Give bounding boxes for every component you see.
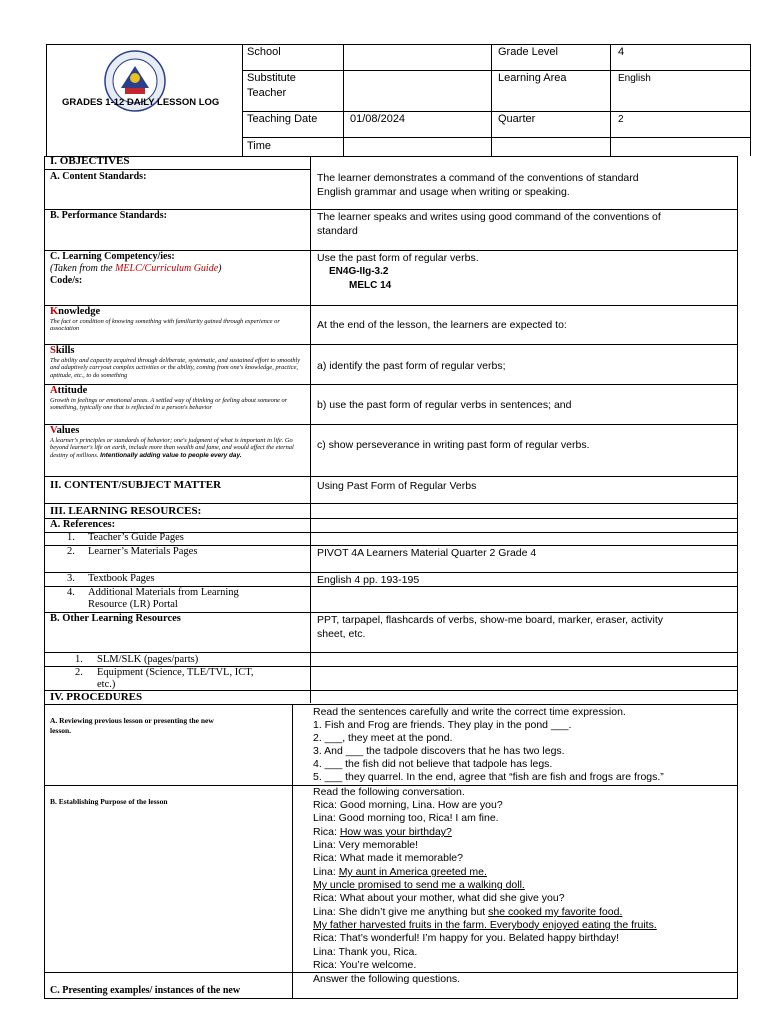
performance-standards-line-1: The learner speaks and writes using good command of the conventions of xyxy=(317,211,661,223)
melc-source: MELC/Curriculum Guide xyxy=(115,263,219,274)
content-standards-line-1: The learner demonstrates a command of the conventions of standard xyxy=(317,172,639,184)
teaching-date-value: 01/08/2024 xyxy=(350,113,406,125)
learning-area-value: English xyxy=(618,73,651,84)
additional-materials-label: Additional Materials from Learning xyxy=(88,587,239,598)
performance-standards-label: B. Performance Standards: xyxy=(50,210,167,221)
procedure-a-label-1: A. Reviewing previous lesson or presenting the new xyxy=(50,716,214,725)
substitute-label: Substitute xyxy=(247,72,296,84)
skills-description: The ability and capacity acquired through deliberate, systematic, and sustained effort to smoothly and adaptively carryout complex activities or the ability, coming from one's knowledge, practice, aptitude, etc., to do something xyxy=(50,357,301,379)
procedure-a-line: 4. ___ the fish did not believe that tadpole has legs. xyxy=(313,758,553,770)
teaching-date-label: Teaching Date xyxy=(247,113,318,125)
procedure-c-label: C. Presenting examples/ instances of the new xyxy=(50,985,241,996)
procedure-a-label-2: lesson. xyxy=(50,726,72,735)
school-label: School xyxy=(247,46,281,58)
procedure-a-line: Read the sentences carefully and write the correct time expression. xyxy=(313,706,626,718)
performance-standards-line-2: standard xyxy=(317,225,358,237)
resource-num-3: 3. xyxy=(67,573,75,584)
references-label: A. References: xyxy=(50,519,116,530)
resources-heading: III. LEARNING RESOURCES: xyxy=(50,505,202,517)
content-standards-label: A. Content Standards: xyxy=(50,171,147,182)
procedure-c-value: Answer the following questions. xyxy=(313,973,461,985)
knowledge-label: Knowledge xyxy=(50,306,101,317)
conversation-line: Lina: She didn’t give me anything but she cooked my favorite food. xyxy=(313,906,623,918)
other-num-1: 1. xyxy=(75,654,83,665)
conversation-line: Rica: How was your birthday? xyxy=(313,826,452,838)
other-num-2: 2. xyxy=(75,667,83,678)
grade-level-label: Grade Level xyxy=(498,46,558,58)
procedure-a-line: 3. And ___ the tadpole discovers that he has two legs. xyxy=(313,745,565,757)
equipment-label-cont: etc.) xyxy=(97,679,116,690)
competency-code: EN4G-IIg-3.2 xyxy=(329,266,389,277)
teacher-label: Teacher xyxy=(247,87,287,99)
conversation-line: Rica: Good morning, Lina. How are you? xyxy=(313,799,503,811)
teachers-guide-label: Teacher’s Guide Pages xyxy=(88,532,184,543)
learners-materials-value: PIVOT 4A Learners Material Quarter 2 Grade 4 xyxy=(317,547,537,559)
skills-label: Skills xyxy=(50,345,75,356)
competency-value: Use the past form of regular verbs. xyxy=(317,252,479,264)
attitude-value: b) use the past form of regular verbs in sentences; and xyxy=(317,399,572,411)
lr-portal-label: Resource (LR) Portal xyxy=(88,599,178,610)
procedure-a-line: 1. Fish and Frog are friends. They play in the pond ___. xyxy=(313,719,572,731)
resource-num-2: 2. xyxy=(67,546,75,557)
conversation-line: Lina: My aunt in America greeted me. xyxy=(313,866,487,878)
objectives-heading: I. OBJECTIVES xyxy=(50,155,130,167)
conversation-line: Rica: You’re welcome. xyxy=(313,959,417,971)
codes-label: Code/s: xyxy=(50,275,83,286)
procedures-heading: IV. PROCEDURES xyxy=(50,691,143,703)
conversation-intro: Read the following conversation. xyxy=(313,786,465,798)
content-heading: II. CONTENT/SUBJECT MATTER xyxy=(50,479,222,491)
conversation-line: My father harvested fruits in the farm. Everybody enjoyed eating the fruits. xyxy=(313,919,657,931)
procedure-a-line: 5. ___ they quarrel. In the end, agree that “fish are fish and frogs are frogs.” xyxy=(313,771,664,783)
content-value: Using Past Form of Regular Verbs xyxy=(317,480,477,492)
conversation-line: Rica: What about your mother, what did she give you? xyxy=(313,892,565,904)
skills-value: a) identify the past form of regular verbs; xyxy=(317,360,506,372)
slm-slk-label: SLM/SLK (pages/parts) xyxy=(97,654,199,665)
conversation-line: Lina: Good morning too, Rica! I am fine. xyxy=(313,812,499,824)
values-description: A learner's principles or standards of behavior; one's judgment of what is important in life. Go beyond learner's life on earth, include more than wealth and fame, and would affect the eternal destiny of millions. Intentionally adding value to people every day. xyxy=(50,437,294,459)
resource-num-4: 4. xyxy=(67,587,75,598)
resource-num-1: 1. xyxy=(67,532,75,543)
quarter-value: 2 xyxy=(618,114,624,125)
knowledge-value: At the end of the lesson, the learners are expected to: xyxy=(317,319,567,331)
attitude-label: Attitude xyxy=(50,385,88,396)
competency-source-note: (Taken from the MELC/Curriculum Guide) xyxy=(50,263,222,274)
content-standards-line-2: English grammar and usage when writing or speaking. xyxy=(317,186,570,198)
learners-materials-label: Learner’s Materials Pages xyxy=(88,546,198,557)
conversation-line: Lina: Thank you, Rica. xyxy=(313,946,418,958)
learning-area-label: Learning Area xyxy=(498,72,567,84)
values-value: c) show perseverance in writing past form of regular verbs. xyxy=(317,439,590,451)
conversation-line: Rica: What made it memorable? xyxy=(313,852,463,864)
values-label: Values xyxy=(50,425,80,436)
conversation-line: My uncle promised to send me a walking doll. xyxy=(313,879,525,891)
textbook-pages-value: English 4 pp. 193-195 xyxy=(317,574,420,586)
equipment-label: Equipment (Science, TLE/TVL, ICT, xyxy=(97,667,254,678)
procedure-a-line: 2. ___, they meet at the pond. xyxy=(313,732,453,744)
knowledge-description: The fact or condition of knowing something with familiarity gained through experience or association xyxy=(50,318,280,333)
other-resources-line-2: sheet, etc. xyxy=(317,628,366,640)
quarter-label: Quarter xyxy=(498,113,536,125)
conversation-line: Lina: Very memorable! xyxy=(313,839,419,851)
learning-competency-label: C. Learning Competency/ies: xyxy=(50,251,175,262)
other-resources-line-1: PPT, tarpapel, flashcards of verbs, show-me board, marker, eraser, activity xyxy=(317,614,664,626)
grade-level-value: 4 xyxy=(618,46,625,58)
form-title: GRADES 1-12 DAILY LESSON LOG xyxy=(62,97,220,108)
attitude-description: Growth in feelings or emotional areas. A settled way of thinking or feeling about someone or something, typically one that is reflected in a person's behavior xyxy=(50,397,288,412)
competency-melc: MELC 14 xyxy=(349,280,392,291)
time-label: Time xyxy=(247,140,272,152)
procedure-b-label: B. Establishing Purpose of the lesson xyxy=(50,797,168,806)
other-resources-label: B. Other Learning Resources xyxy=(50,613,181,624)
textbook-pages-label: Textbook Pages xyxy=(88,573,155,584)
conversation-line: Rica: That’s wonderful! I’m happy for you. Belated happy birthday! xyxy=(313,932,620,944)
